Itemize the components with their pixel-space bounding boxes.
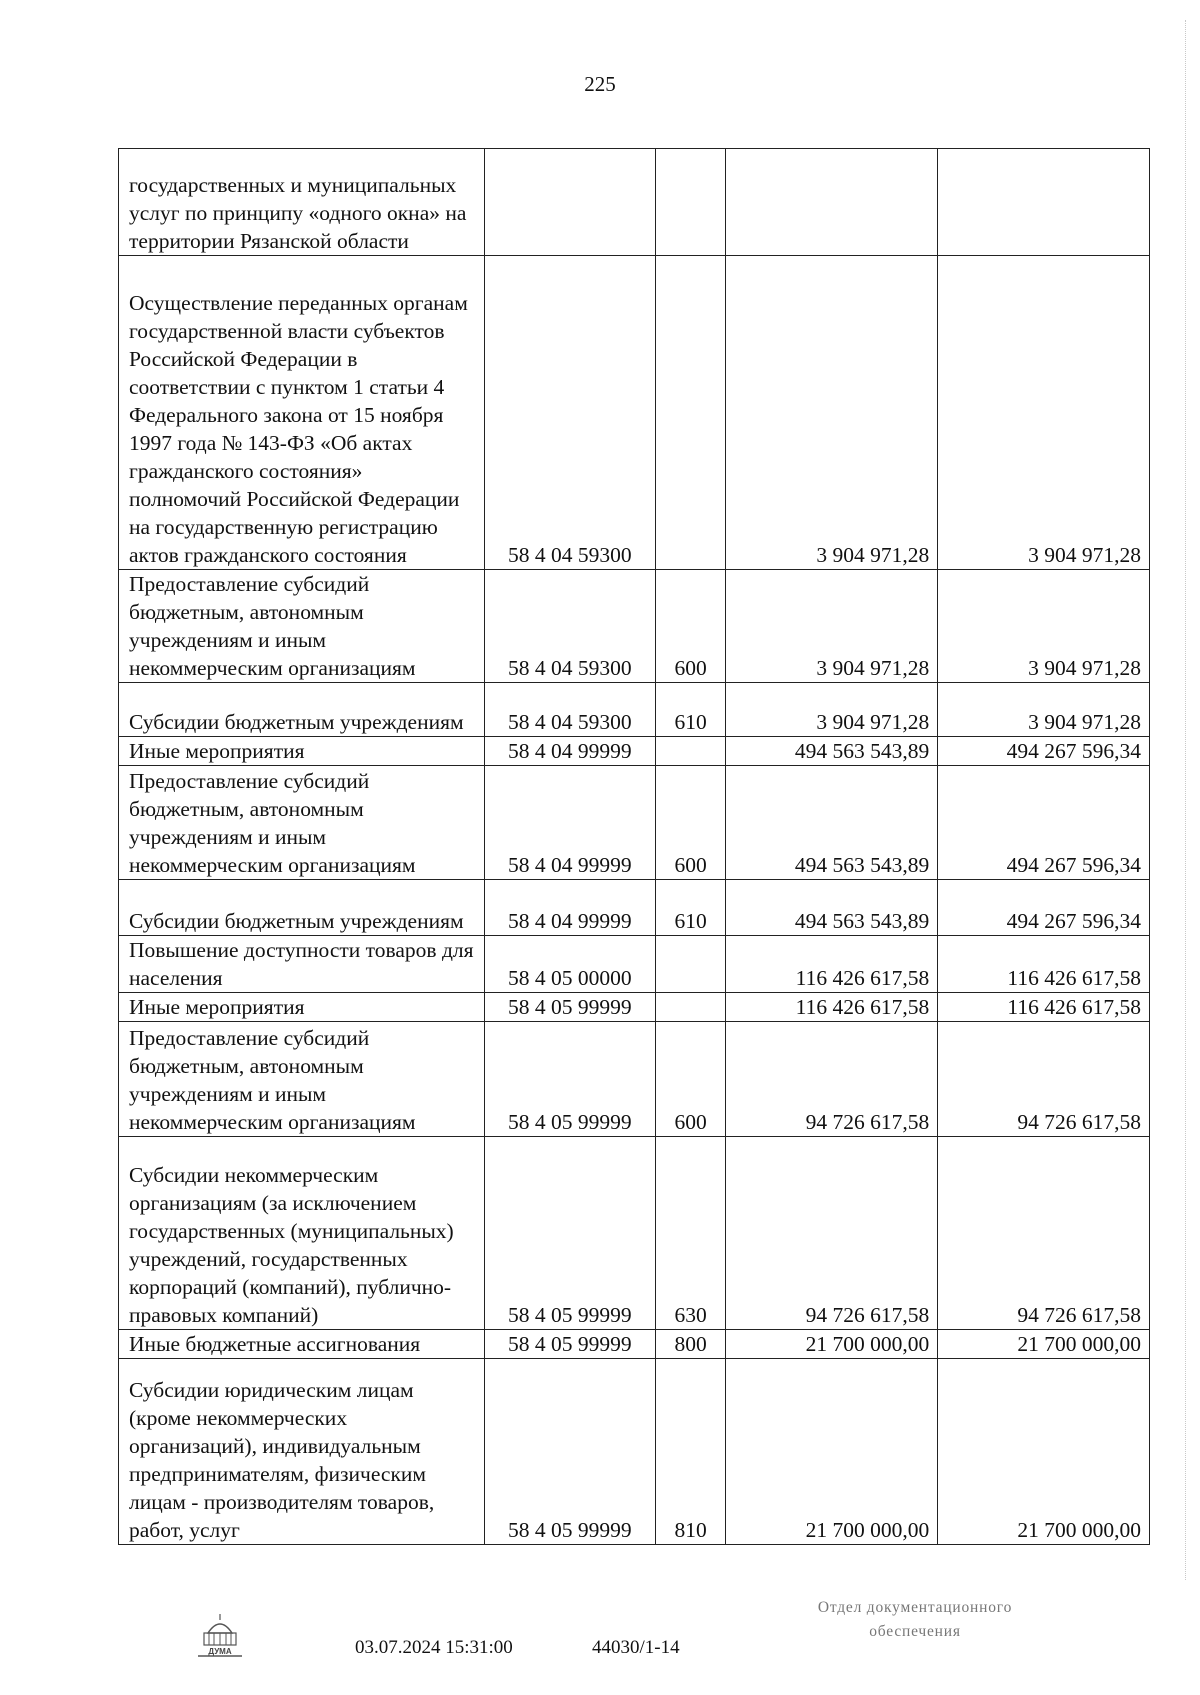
row-sum-1: 21 700 000,00: [726, 1330, 938, 1359]
table-row: [119, 936, 1150, 993]
row-sum-1: 94 726 617,58: [726, 1137, 938, 1330]
row-name: Иные мероприятия: [119, 993, 485, 1022]
row-sum-2: 3 904 971,28: [938, 570, 1150, 683]
table-row: [119, 1137, 1150, 1330]
row-type: [655, 993, 726, 1022]
footer-doc-number: 44030/1-14: [592, 1637, 680, 1658]
row-code: 58 4 05 99999: [484, 1137, 655, 1330]
row-name: Иные бюджетные ассигнования: [119, 1330, 485, 1359]
budget-table: [118, 148, 1150, 1545]
table-row: [119, 1022, 1150, 1137]
department-stamp: [770, 1596, 1060, 1644]
row-sum-1: [726, 149, 938, 256]
row-sum-2: 494 267 596,34: [938, 766, 1150, 880]
row-sum-1: 116 426 617,58: [726, 936, 938, 993]
row-code: [484, 149, 655, 256]
row-name: Субсидии юридическим лицам (кроме некоммерческих организаций), индивидуальным предпринимателям, физическим лицам - производителям товаров, работ, услуг: [119, 1359, 485, 1545]
duma-building-icon: [188, 1611, 252, 1659]
row-code: 58 4 05 99999: [484, 1359, 655, 1545]
row-sum-1: 3 904 971,28: [726, 256, 938, 570]
table-row: [119, 1359, 1150, 1545]
row-name: Предоставление субсидий бюджетным, автономным учреждениям и иным некоммерческим организациям: [119, 1022, 485, 1137]
row-sum-1: 494 563 543,89: [726, 766, 938, 880]
row-code: 58 4 04 59300: [484, 256, 655, 570]
page-number: 225: [584, 72, 616, 96]
stamp-line-2: обеспечения: [869, 1623, 961, 1640]
row-name: Иные мероприятия: [119, 737, 485, 766]
row-code: 58 4 05 99999: [484, 1330, 655, 1359]
row-sum-1: 116 426 617,58: [726, 993, 938, 1022]
row-name: Субсидии некоммерческим организациям (за исключением государственных (муниципальных) учреждений, государственных корпораций (компаний), публично-правовых компаний): [119, 1137, 485, 1330]
scan-edge-artifact: [1185, 20, 1192, 1580]
row-type: [655, 936, 726, 993]
row-sum-2: 116 426 617,58: [938, 993, 1150, 1022]
row-sum-2: 94 726 617,58: [938, 1137, 1150, 1330]
row-name: государственных и муниципальных услуг по принципу «одного окна» на территории Рязанской области: [119, 149, 485, 256]
row-type: [655, 737, 726, 766]
row-name: Субсидии бюджетным учреждениям: [119, 683, 485, 737]
row-name: Осуществление переданных органам государственной власти субъектов Российской Федерации в соответствии с пунктом 1 статьи 4 Федерального закона от 15 ноября 1997 года № 143-ФЗ «Об актах гражданского состояния» полномочий Российской Федерации на государственную регистрацию актов гражданского состояния: [119, 256, 485, 570]
row-type: 600: [655, 1022, 726, 1137]
row-type: 810: [655, 1359, 726, 1545]
row-sum-2: [938, 149, 1150, 256]
table-row: [119, 149, 1150, 256]
row-sum-2: 3 904 971,28: [938, 256, 1150, 570]
row-type: 610: [655, 683, 726, 737]
row-type: 600: [655, 766, 726, 880]
row-code: 58 4 04 99999: [484, 766, 655, 880]
row-name: Предоставление субсидий бюджетным, автономным учреждениям и иным некоммерческим организациям: [119, 570, 485, 683]
row-sum-2: 494 267 596,34: [938, 737, 1150, 766]
row-code: 58 4 05 00000: [484, 936, 655, 993]
table-row: [119, 766, 1150, 880]
row-type: 630: [655, 1137, 726, 1330]
row-sum-1: 3 904 971,28: [726, 570, 938, 683]
table-row: [119, 993, 1150, 1022]
row-code: 58 4 04 99999: [484, 737, 655, 766]
table-row: [119, 880, 1150, 936]
table-row: [119, 570, 1150, 683]
row-sum-1: 3 904 971,28: [726, 683, 938, 737]
row-code: 58 4 04 59300: [484, 683, 655, 737]
row-sum-2: 3 904 971,28: [938, 683, 1150, 737]
row-sum-1: 494 563 543,89: [726, 737, 938, 766]
row-type: 600: [655, 570, 726, 683]
row-name: Предоставление субсидий бюджетным, автономным учреждениям и иным некоммерческим организациям: [119, 766, 485, 880]
footer-timestamp: 03.07.2024 15:31:00: [355, 1637, 513, 1658]
row-type: [655, 149, 726, 256]
table-row: [119, 683, 1150, 737]
row-sum-2: 494 267 596,34: [938, 880, 1150, 936]
table-row: [119, 256, 1150, 570]
row-type: [655, 256, 726, 570]
row-sum-1: 21 700 000,00: [726, 1359, 938, 1545]
emblem-label: ДУМА: [208, 1647, 232, 1656]
row-type: 800: [655, 1330, 726, 1359]
stamp-line-1: Отдел документационного: [817, 1599, 1013, 1616]
row-code: 58 4 04 99999: [484, 880, 655, 936]
row-code: 58 4 04 59300: [484, 570, 655, 683]
row-code: 58 4 05 99999: [484, 993, 655, 1022]
table-row: [119, 1330, 1150, 1359]
table-row: [119, 737, 1150, 766]
row-sum-1: 94 726 617,58: [726, 1022, 938, 1137]
row-name: Субсидии бюджетным учреждениям: [119, 880, 485, 936]
row-name: Повышение доступности товаров для населения: [119, 936, 485, 993]
row-sum-2: 116 426 617,58: [938, 936, 1150, 993]
row-sum-2: 94 726 617,58: [938, 1022, 1150, 1137]
row-sum-2: 21 700 000,00: [938, 1330, 1150, 1359]
row-sum-2: 21 700 000,00: [938, 1359, 1150, 1545]
row-type: 610: [655, 880, 726, 936]
row-code: 58 4 05 99999: [484, 1022, 655, 1137]
row-sum-1: 494 563 543,89: [726, 880, 938, 936]
